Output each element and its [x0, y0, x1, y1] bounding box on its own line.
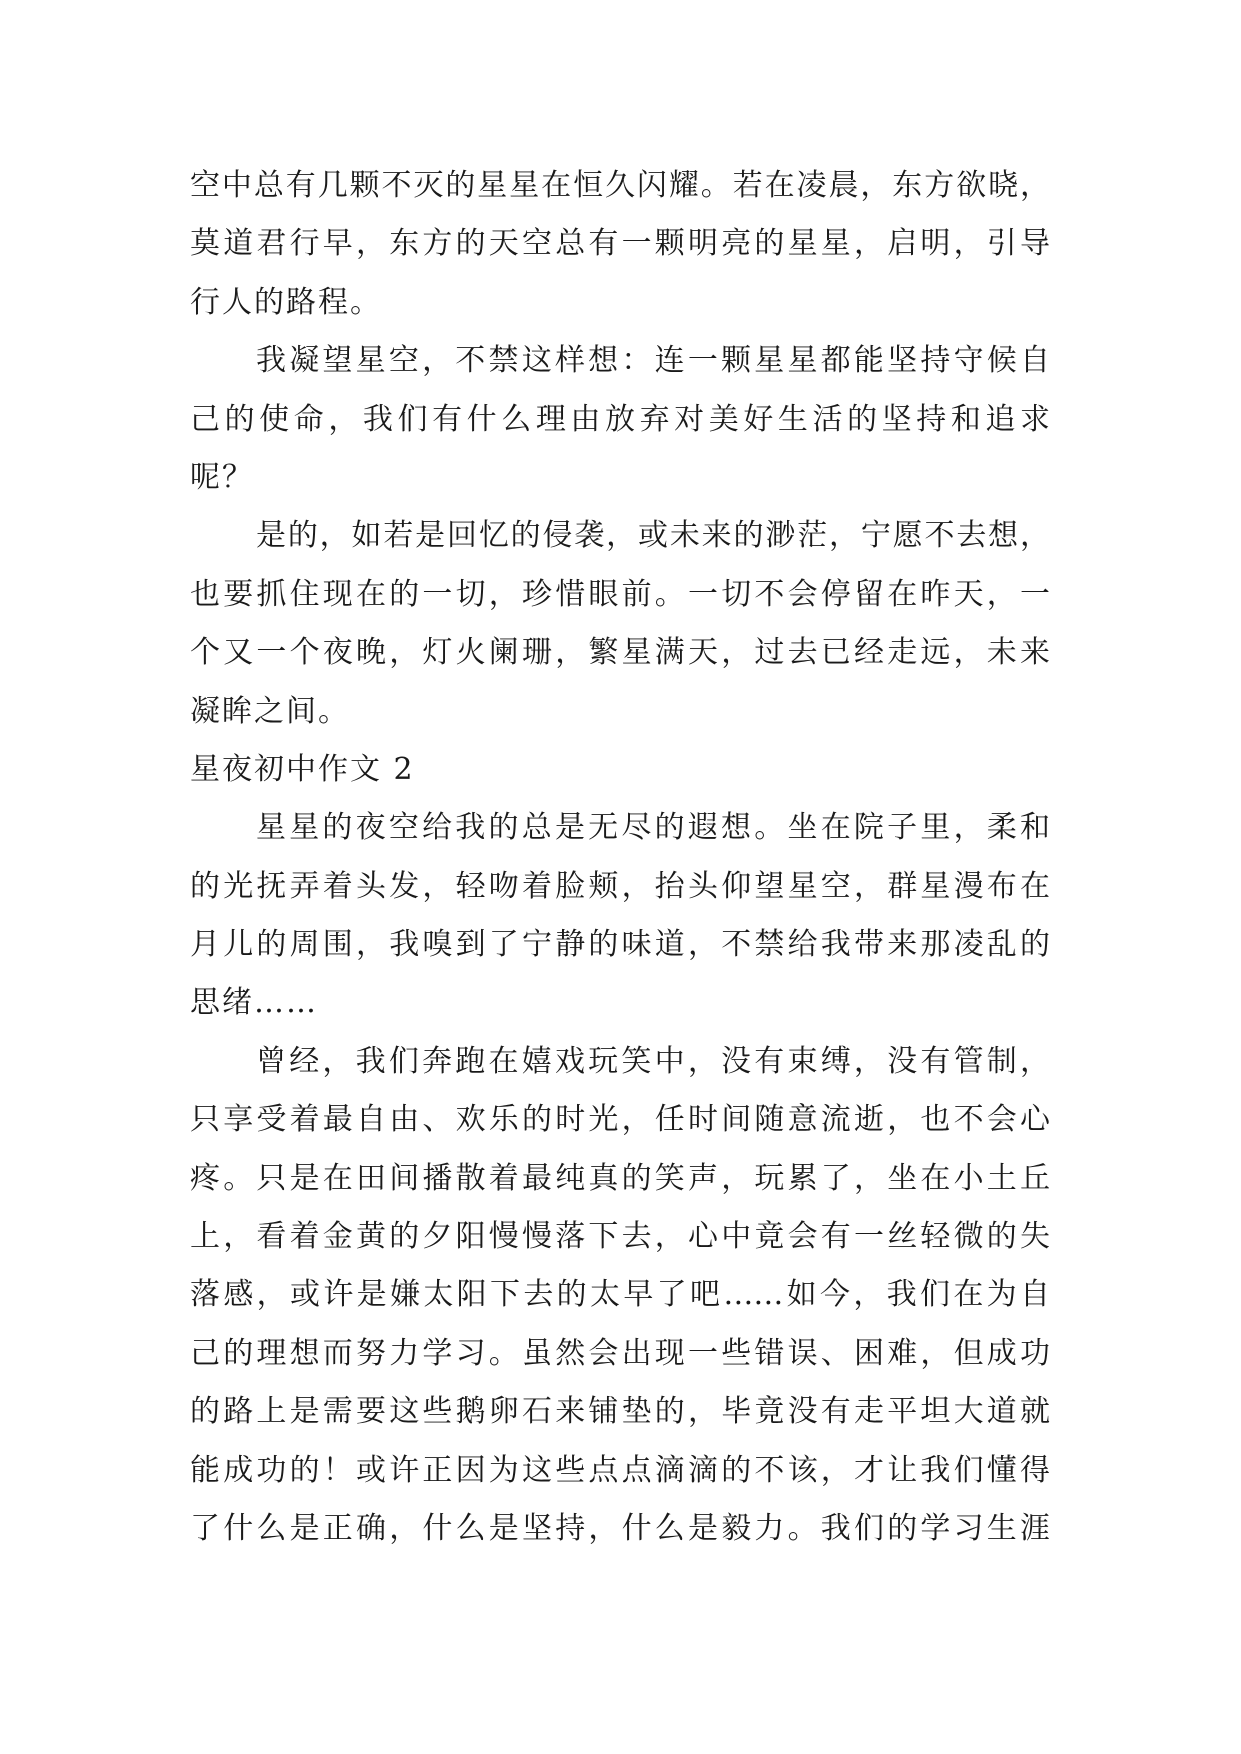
text-line: 己的理想而努力学习。虽然会出现一些错误、困难，但成功 — [190, 1335, 1050, 1371]
essay-body — [190, 157, 1050, 1558]
text-line: 思绪…… — [190, 985, 318, 1021]
text-line: 己的使命，我们有什么理由放弃对美好生活的坚持和追求 — [190, 401, 1050, 437]
text-line: 行人的路程。 — [190, 284, 382, 320]
text-line: 曾经，我们奔跑在嬉戏玩笑中，没有束缚，没有管制， — [256, 1043, 1050, 1079]
text-line: 只享受着最自由、欢乐的时光，任时间随意流逝，也不会心 — [190, 1102, 1050, 1138]
text-line: 呢？ — [190, 459, 254, 495]
text-line: 的光抚弄着头发，轻吻着脸颊，抬头仰望星空，群星漫布在 — [190, 868, 1050, 904]
text-line: 落感，或许是嫌太阳下去的太早了吧……如今，我们在为自 — [190, 1277, 1050, 1313]
text-line: 个又一个夜晚，灯火阑珊，繁星满天，过去已经走远，未来 — [190, 635, 1050, 671]
text-line: 空中总有几颗不灭的星星在恒久闪耀。若在凌晨，东方欲晓， — [190, 168, 1050, 203]
text-line: 是的，如若是回忆的侵袭，或未来的渺茫，宁愿不去想， — [256, 518, 1050, 554]
text-line: 的路上是需要这些鹅卵石来铺垫的，毕竟没有走平坦大道就 — [190, 1394, 1050, 1430]
section-heading: 星夜初中作文 2 — [190, 751, 415, 787]
text-line: 疼。只是在田间播散着最纯真的笑声，玩累了，坐在小土丘 — [190, 1160, 1050, 1196]
text-line: 月儿的周围，我嗅到了宁静的味道，不禁给我带来那凌乱的 — [190, 927, 1050, 963]
text-line: 上，看着金黄的夕阳慢慢落下去，心中竟会有一丝轻微的失 — [190, 1219, 1050, 1255]
text-line: 了什么是正确，什么是坚持，什么是毅力。我们的学习生涯 — [190, 1510, 1050, 1546]
text-line: 星星的夜空给我的总是无尽的遐想。坐在院子里，柔和 — [256, 810, 1050, 846]
text-line: 能成功的！或许正因为这些点点滴滴的不该，才让我们懂得 — [190, 1452, 1050, 1488]
text-line: 凝眸之间。 — [190, 693, 350, 729]
text-line: 莫道君行早，东方的天空总有一颗明亮的星星，启明，引导 — [190, 226, 1050, 262]
text-line: 我凝望星空，不禁这样想：连一颗星星都能坚持守候自 — [256, 343, 1050, 379]
text-line: 也要抓住现在的一切，珍惜眼前。一切不会停留在昨天，一 — [190, 576, 1050, 612]
